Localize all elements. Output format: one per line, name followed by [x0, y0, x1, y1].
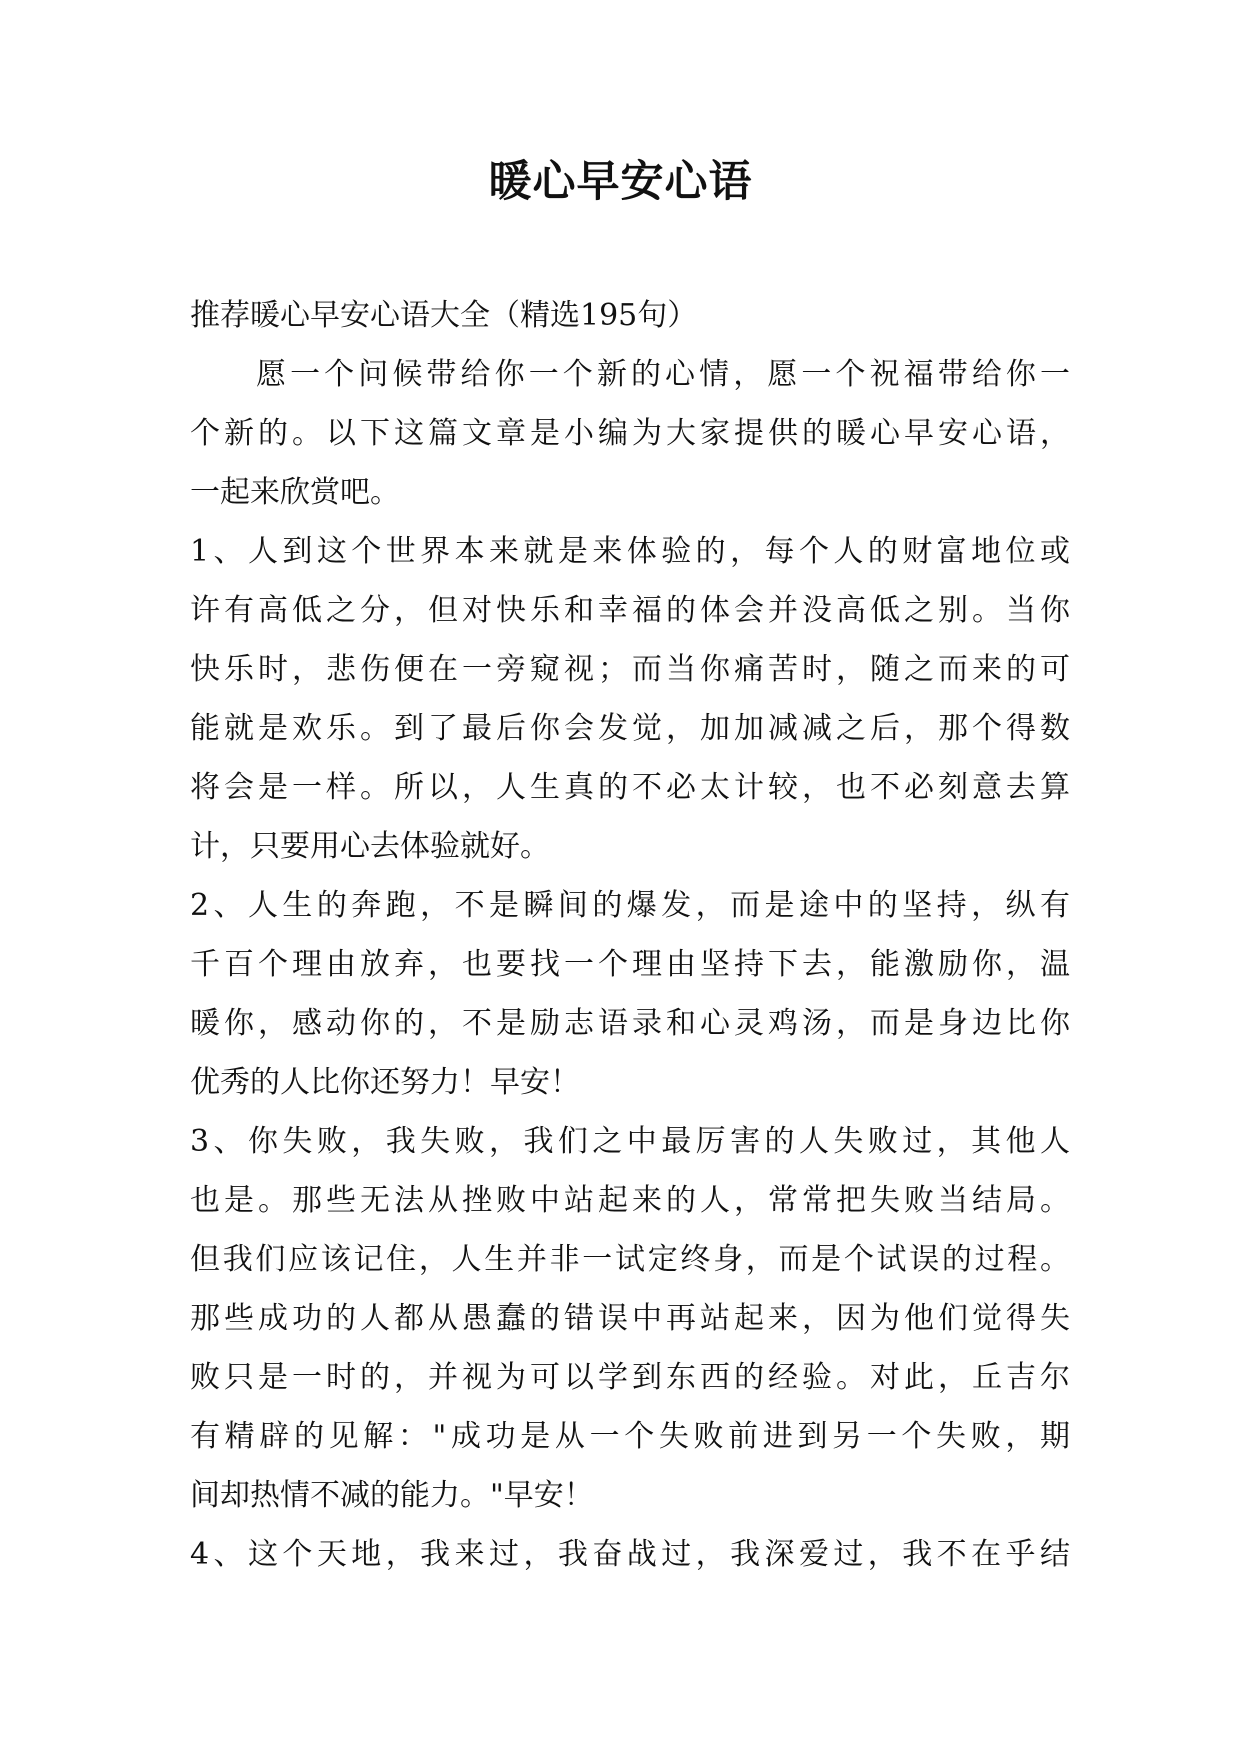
item-line: 优秀的人比你还努力！早安！ [190, 1065, 580, 1100]
intro-line: 个新的。以下这篇文章是小编为大家提供的暖心早安心语， [190, 416, 1070, 451]
item-line: 能就是欢乐。到了最后你会发觉，加加减减之后，那个得数 [190, 711, 1070, 746]
list-item-3 [190, 1112, 1070, 1525]
item-line: 1、人到这个世界本来就是来体验的，每个人的财富地位或 [190, 534, 1070, 569]
item-line: 但我们应该记住，人生并非一试定终身，而是个试误的过程。 [190, 1242, 1070, 1277]
item-line: 千百个理由放弃，也要找一个理由坚持下去，能激励你，温 [190, 947, 1070, 982]
list-item-4 [190, 1525, 1070, 1584]
item-line: 间却热情不减的能力。"早安！ [190, 1478, 594, 1513]
item-line: 将会是一样。所以，人生真的不必太计较，也不必刻意去算 [190, 770, 1070, 805]
item-line: 有精辟的见解："成功是从一个失败前进到另一个失败，期 [190, 1419, 1070, 1454]
intro-line: 一起来欣赏吧。 [190, 475, 400, 510]
document-body [190, 286, 1070, 1584]
item-line: 暖你，感动你的，不是励志语录和心灵鸡汤，而是身边比你 [190, 1006, 1070, 1041]
item-line: 许有高低之分，但对快乐和幸福的体会并没高低之别。当你 [190, 593, 1070, 628]
document-title: 暖心早安心语 [488, 157, 753, 207]
intro-line: 愿一个问候带给你一个新的心情，愿一个祝福带给你一 [256, 357, 1070, 392]
list-item-1 [190, 522, 1070, 876]
item-line: 2、人生的奔跑，不是瞬间的爆发，而是途中的坚持，纵有 [190, 888, 1070, 923]
item-line: 也是。那些无法从挫败中站起来的人，常常把失败当结局。 [190, 1183, 1070, 1218]
item-line: 4、这个天地，我来过，我奋战过，我深爱过，我不在乎结 [190, 1537, 1070, 1572]
item-line: 那些成功的人都从愚蠢的错误中再站起来，因为他们觉得失 [190, 1301, 1070, 1336]
item-line: 计，只要用心去体验就好。 [190, 829, 550, 864]
item-line: 3、你失败，我失败，我们之中最厉害的人失败过，其他人 [190, 1124, 1070, 1159]
item-line: 快乐时，悲伤便在一旁窥视；而当你痛苦时，随之而来的可 [190, 652, 1070, 687]
subtitle-line: 推荐暖心早安心语大全（精选195句） [190, 298, 698, 333]
list-item-2 [190, 876, 1070, 1112]
item-line: 败只是一时的，并视为可以学到东西的经验。对此，丘吉尔 [190, 1360, 1070, 1395]
intro-paragraph [190, 345, 1070, 522]
